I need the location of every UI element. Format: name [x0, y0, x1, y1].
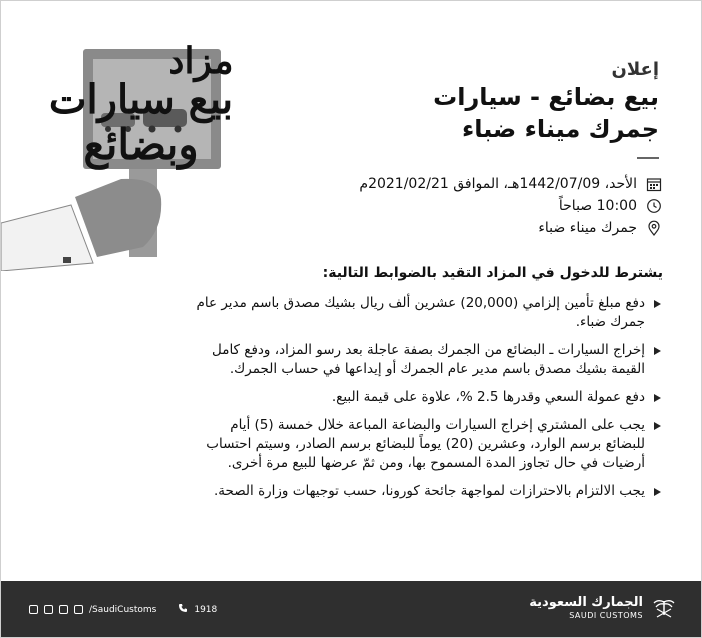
- condition-item: دفع مبلغ تأمين إلزامي (20,000) عشرين ألف ريال بشيك مصدق باسم مدير عام جمرك ضباء.: [193, 294, 663, 332]
- phone-icon: [178, 603, 188, 616]
- social-links: [29, 603, 217, 616]
- shirt-sleeve: [1, 205, 93, 271]
- illustration-text-line3: وبضائع: [83, 120, 199, 169]
- event-details: [303, 173, 663, 239]
- cufflink: [63, 257, 71, 263]
- clock-icon: [645, 197, 663, 215]
- location-row: [303, 217, 663, 239]
- twitter-icon[interactable]: [59, 605, 68, 614]
- instagram-icon[interactable]: [44, 605, 53, 614]
- saudi-customs-logo: [529, 595, 677, 621]
- conditions-intro: يشترط للدخول في المزاد التقيد بالضوابط التالية:: [322, 265, 663, 281]
- logo-text-arabic: الجمارك السعودية: [529, 595, 643, 610]
- phone-number[interactable]: 1918: [194, 604, 218, 615]
- condition-item: دفع عمولة السعي وقدرها 2.5 %، علاوة على قيمة البيع.: [193, 388, 663, 407]
- condition-item: يجب على المشتري إخراج السيارات والبضاعة المباعة خلال خمسة (5) أيام للبضائع برسم الوارد، وعشرين (20) يوماً للبضائع برسم الصادر، وسيتم احتساب أرضيات في حال تجاوز المدة المسموح بها، ومن ثمّ عرضها للبيع مرة أخرى.: [193, 416, 663, 473]
- palm-emblem-icon: [651, 595, 677, 621]
- footer-bar: [1, 581, 701, 637]
- auction-illustration: [1, 1, 301, 271]
- illustration-text-line2: بيع سيارات: [48, 76, 234, 123]
- date-row: [303, 173, 663, 195]
- condition-item: إخراج السيارات ـ البضائع من الجمرك بصفة عاجلة بعد رسو المزاد، ودفع كامل القيمة بشيك مصدق باسم مدير عام الجمرك أو إيداعها في حساب الجمرك.: [193, 341, 663, 379]
- announcement-header: [319, 59, 659, 159]
- header-divider: [637, 157, 659, 159]
- time-row: [303, 195, 663, 217]
- announcement-tag: إعلان: [611, 59, 659, 80]
- title-line-1: بيع بضائع - سيارات: [433, 83, 659, 111]
- event-location: جمرك ميناء ضباء: [538, 220, 637, 236]
- conditions-list: [193, 294, 663, 510]
- location-pin-icon: [645, 219, 663, 237]
- condition-item: يجب الالتزام بالاحترازات لمواجهة جائحة كورونا، حسب توجيهات وزارة الصحة.: [193, 482, 663, 501]
- calendar-icon: [645, 175, 663, 193]
- event-time: 10:00 صباحاً: [558, 198, 637, 214]
- social-handle[interactable]: /SaudiCustoms: [89, 604, 157, 615]
- title-line-2: جمرك ميناء ضباء: [461, 115, 659, 143]
- facebook-icon[interactable]: [29, 605, 38, 614]
- illustration-text-line1: مزاد: [168, 40, 234, 82]
- logo-text-english: SAUDI CUSTOMS: [569, 611, 643, 620]
- youtube-icon[interactable]: [74, 605, 83, 614]
- event-date: الأحد، 1442/07/09هـ، الموافق 2021/02/21م: [359, 176, 637, 192]
